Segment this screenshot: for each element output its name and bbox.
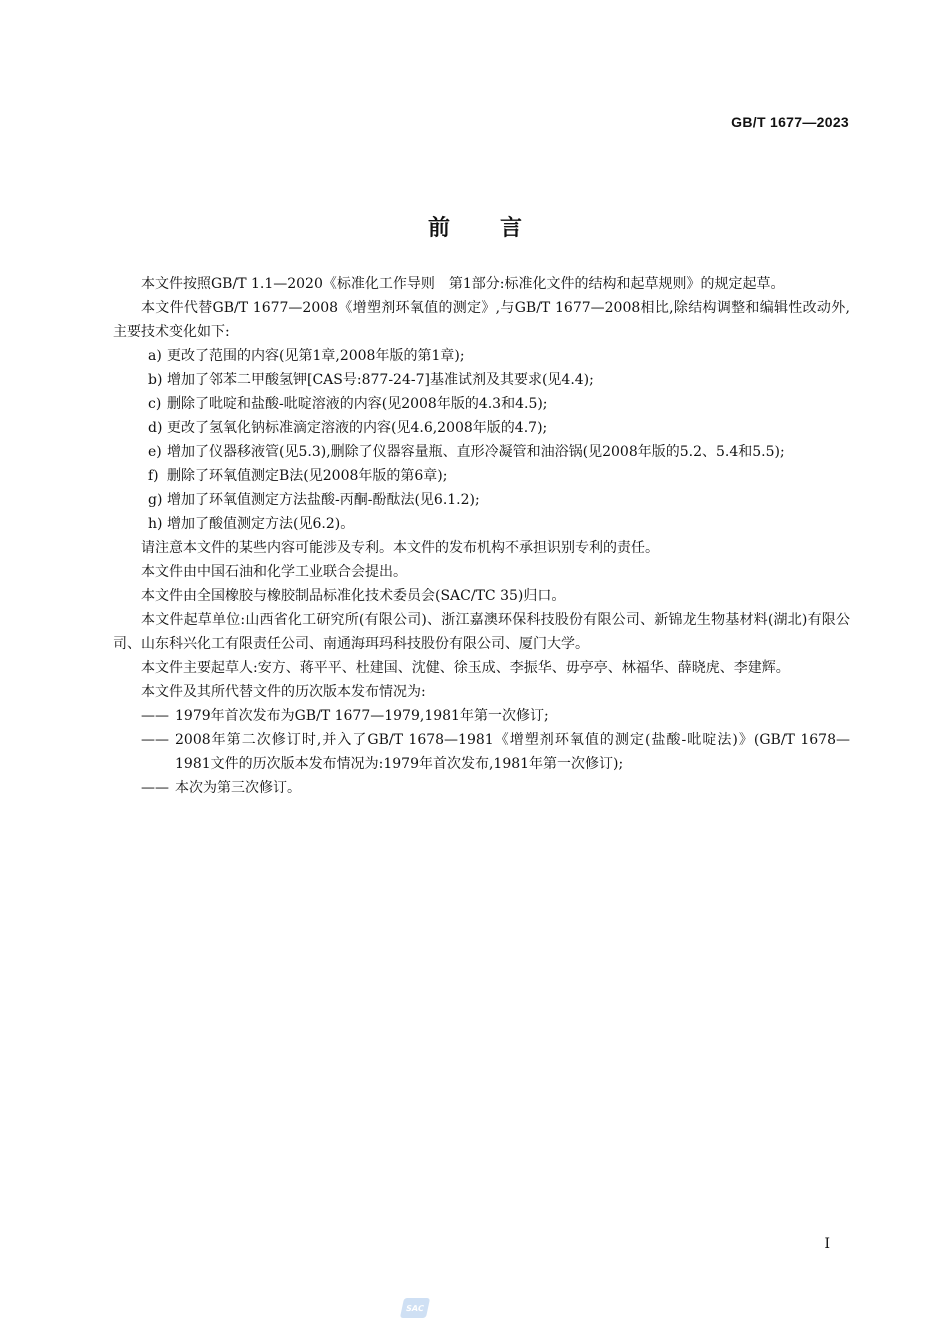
page-number: I bbox=[824, 1236, 830, 1252]
page-title: 前言 bbox=[427, 215, 572, 241]
paragraph: 请注意本文件的某些内容可能涉及专利。本文件的发布机构不承担识别专利的责任。 bbox=[141, 540, 659, 556]
paragraph: 本文件由中国石油和化学工业联合会提出。 bbox=[141, 564, 407, 580]
list-item-text: 删除了吡啶和盐酸-吡啶溶液的内容(见2008年版的4.3和4.5); bbox=[167, 396, 548, 412]
list-item bbox=[113, 512, 850, 536]
dash-marker: —— bbox=[141, 780, 169, 796]
list-item bbox=[113, 392, 850, 416]
paragraph: 本文件按照GB/T 1.1—2020《标准化工作导则 第1部分:标准化文件的结构和起草规则》的规定起草。 bbox=[141, 276, 785, 292]
history-item-text: 1979年首次发布为GB/T 1677—1979,1981年第一次修订; bbox=[175, 708, 549, 724]
list-item-text: 增加了邻苯二甲酸氢钾[CAS号:877-24-7]基准试剂及其要求(见4.4); bbox=[167, 372, 594, 388]
list-item-text: 增加了仪器移液管(见5.3),删除了仪器容量瓶、直形冷凝管和油浴锅(见2008年版的5.2、5.4和5.5); bbox=[167, 444, 785, 460]
paragraph: 本文件及其所代替文件的历次版本发布情况为: bbox=[141, 684, 426, 700]
list-marker: b) bbox=[148, 372, 163, 388]
list-item-text: 增加了环氧值测定方法盐酸-丙酮-酚酞法(见6.1.2); bbox=[167, 492, 480, 508]
list-marker: e) bbox=[148, 444, 162, 460]
list-item bbox=[113, 368, 850, 392]
list-item bbox=[113, 344, 850, 368]
history-item-text: 本次为第三次修订。 bbox=[175, 780, 301, 796]
history-item bbox=[113, 704, 850, 728]
list-marker: d) bbox=[148, 420, 163, 436]
list-marker: a) bbox=[148, 348, 162, 364]
history-item bbox=[113, 728, 850, 776]
list-item bbox=[113, 440, 850, 464]
paragraph: 本文件代替GB/T 1677—2008《增塑剂环氧值的测定》,与GB/T 1677—2008相比,除结构调整和编辑性改动外,主要技术变化如下: bbox=[113, 300, 850, 340]
standard-code: GB/T 1677—2023 bbox=[731, 114, 849, 130]
list-item bbox=[113, 488, 850, 512]
document-body bbox=[113, 272, 850, 800]
history-item bbox=[113, 776, 850, 800]
list-item-text: 更改了范围的内容(见第1章,2008年版的第1章); bbox=[167, 348, 465, 364]
paragraph: 本文件主要起草人:安方、蒋平平、杜建国、沈健、徐玉成、李振华、毋亭亭、林福华、薛晓虎、李建辉。 bbox=[141, 660, 790, 676]
paragraph: 本文件由全国橡胶与橡胶制品标准化技术委员会(SAC/TC 35)归口。 bbox=[141, 588, 566, 604]
list-marker: h) bbox=[148, 516, 163, 532]
list-marker: g) bbox=[148, 492, 163, 508]
dash-marker: —— bbox=[141, 708, 169, 724]
list-marker: f) bbox=[148, 468, 159, 484]
list-item bbox=[113, 416, 850, 440]
sac-logo-watermark: SAC bbox=[400, 1298, 430, 1318]
dash-marker: —— bbox=[141, 732, 169, 748]
paragraph: 本文件起草单位:山西省化工研究所(有限公司)、浙江嘉澳环保科技股份有限公司、新锦龙生物基材料(湖北)有限公司、山东科兴化工有限责任公司、南通海珥玛科技股份有限公司、厦门大学。 bbox=[113, 612, 850, 652]
changes-list bbox=[113, 344, 850, 536]
list-item-text: 更改了氢氧化钠标准滴定溶液的内容(见4.6,2008年版的4.7); bbox=[167, 420, 548, 436]
list-item bbox=[113, 464, 850, 488]
list-item-text: 增加了酸值测定方法(见6.2)。 bbox=[167, 516, 355, 532]
history-list bbox=[113, 704, 850, 800]
list-item-text: 删除了环氧值测定B法(见2008年版的第6章); bbox=[167, 468, 448, 484]
history-item-text: 2008年第二次修订时,并入了GB/T 1678—1981《增塑剂环氧值的测定(盐酸-吡啶法)》(GB/T 1678—1981文件的历次版本发布情况为:1979年首次发布,1981年第一次修订); bbox=[175, 732, 850, 772]
list-marker: c) bbox=[148, 396, 162, 412]
